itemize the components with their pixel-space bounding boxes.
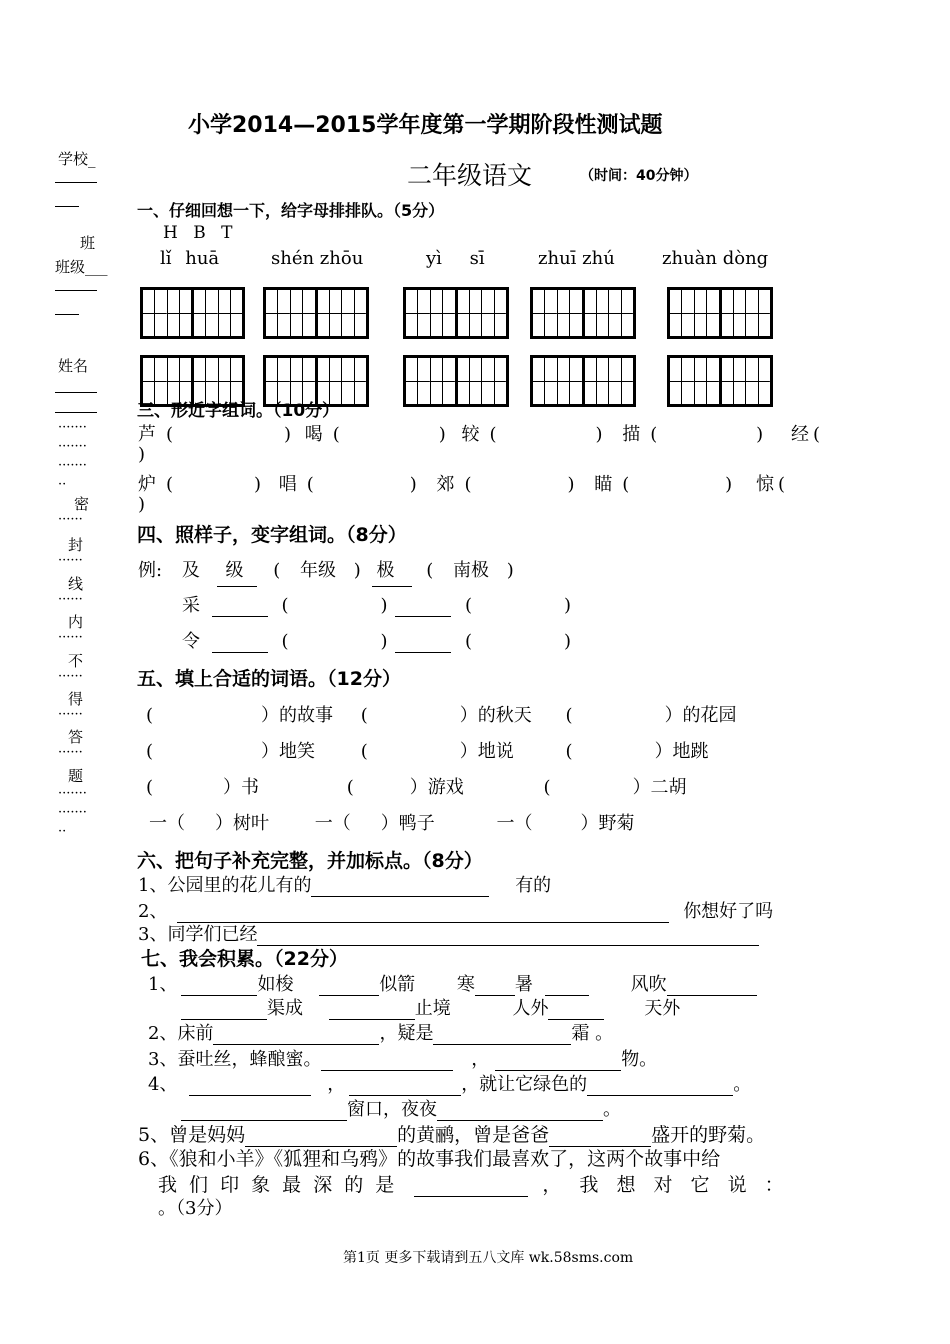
section3-heading: 三、形近字组词。（10分）	[137, 401, 340, 421]
fill-phrase: ）树叶	[215, 813, 269, 834]
char: 唱	[278, 474, 297, 495]
section3-row2	[138, 470, 785, 496]
school-line	[55, 182, 97, 183]
example-char: 极	[376, 560, 395, 581]
char-grid[interactable]	[667, 287, 773, 339]
fill-phrase: ）的故事	[261, 705, 334, 726]
answer-blank[interactable]	[189, 1077, 311, 1096]
subtitle: 二年级语文	[407, 161, 533, 190]
fill-phrase: ）地跳	[654, 741, 709, 762]
section1-letters: H B T	[163, 223, 233, 243]
name-label: 姓名	[58, 357, 89, 375]
char: 经	[790, 424, 809, 445]
char: 喝	[304, 424, 323, 445]
answer-blank[interactable]	[349, 1077, 461, 1096]
seal-7: 答	[68, 728, 84, 746]
paren: ( )	[489, 424, 603, 445]
q3-row: 3、蚕吐丝，蜂酿蜜。 ， 物。	[148, 1049, 658, 1070]
transform-row: 令 ( ) ( )	[182, 631, 572, 652]
sentence-1: 1、公园里的花儿有的 有的	[138, 875, 552, 896]
fill-phrase: ）二胡	[632, 777, 687, 798]
fill-phrase: ）的花园	[664, 705, 737, 726]
answer-blank[interactable]	[212, 598, 268, 617]
example-word: 年级	[300, 560, 337, 581]
char-grid[interactable]	[530, 287, 636, 339]
char-grid[interactable]	[530, 355, 636, 407]
q5-row: 5、曾是妈妈 的黄鹂，曾是爸爸 盛开的野菊。	[138, 1124, 766, 1146]
char: 瞄	[594, 474, 613, 495]
char-grid[interactable]	[263, 287, 369, 339]
dots: ······· ······· ······· ··	[58, 420, 87, 492]
seal-3: 线	[68, 575, 84, 593]
fill-phrase: ）游戏	[409, 777, 464, 798]
fill-row: ( ）地笑 ( ）地说 ( ）地跳	[146, 741, 709, 762]
paren-close: )	[138, 444, 146, 465]
dots: ······	[58, 592, 83, 607]
dots: ······	[58, 630, 83, 645]
char: 郊	[436, 474, 455, 495]
school-label: 学校_	[58, 150, 96, 168]
fill-phrase: ）野菊	[580, 813, 635, 834]
seal-8: 题	[68, 767, 84, 785]
paren: (	[777, 474, 785, 495]
dots: ······	[58, 512, 83, 527]
example-char: 及	[181, 560, 200, 581]
char-grid[interactable]	[403, 355, 509, 407]
answer-blank[interactable]	[212, 634, 268, 653]
pinyin-3: yì sī	[426, 248, 485, 269]
idiom-row: 渠成 止境 人外 天外	[181, 994, 680, 1020]
idiom-row: 1、 如梭 似箭 寒 暑 风吹	[148, 970, 757, 996]
q6-line1: 6、《狼和小羊》《狐狸和乌鸦》的故事我们最喜欢了，这两个故事中给	[138, 1148, 721, 1170]
example-row: 例: 及 级 ( 年级 ) 极 ( 南极 )	[138, 560, 514, 581]
fill-row	[149, 809, 634, 835]
q6-line2: 我 们 印 象 最 深 的 是 ， 我 想 对 它 说 ：	[158, 1174, 784, 1196]
seal-6: 得	[68, 690, 84, 708]
answer-blank[interactable]	[329, 1001, 415, 1020]
section7-heading: 七、我会积累。（22分）	[141, 948, 348, 970]
school-line-2	[55, 206, 79, 207]
seal-2: 封	[68, 536, 84, 554]
class-line-2	[55, 314, 79, 315]
pinyin-2: shén zhōu	[271, 248, 364, 269]
paren: ( )	[306, 474, 417, 495]
pinyin-5: zhuàn dòng	[662, 248, 769, 269]
class-label: 班级___	[55, 258, 108, 276]
poem-row: 2、床前 ，疑是 霜 。	[148, 1023, 614, 1044]
answer-blank[interactable]	[433, 1026, 571, 1045]
answer-blank[interactable]	[395, 598, 451, 617]
dots: ······	[58, 745, 83, 760]
example-char: 级	[225, 560, 244, 581]
answer-blank[interactable]	[437, 1102, 603, 1121]
seal-5: 不	[68, 652, 84, 670]
row-char: 令	[182, 631, 200, 652]
section3-row1	[138, 420, 820, 446]
answer-blank[interactable]	[495, 1052, 621, 1071]
dots: ······	[58, 707, 83, 722]
pinyin-4: zhuī zhú	[538, 248, 615, 269]
pinyin-1: lǐ huā	[160, 248, 220, 269]
answer-blank[interactable]	[311, 878, 489, 897]
fill-phrase: ）书	[223, 777, 260, 798]
char: 炉	[138, 474, 156, 495]
fill-phrase: 一（	[496, 813, 533, 834]
dots: ······· ······· ··	[58, 786, 87, 839]
fill-row: ( ）的故事 ( ）的秋天 ( ）的花园	[146, 705, 737, 726]
section1-heading: 一、仔细回想一下，给字母排排队。（5分）	[137, 201, 445, 220]
page-footer: 第1页 更多下载请到五八文库 wk.58sms.com	[343, 1250, 634, 1266]
row-char: 采	[182, 595, 200, 616]
fill-phrase: 一（	[314, 813, 351, 834]
seal-1: 密	[74, 495, 90, 513]
example-label: 例:	[138, 560, 163, 581]
paren: ( )	[332, 424, 446, 445]
q4-row: 4、 ， ，就让它绿色的 。	[148, 1074, 752, 1095]
class-line	[55, 290, 97, 291]
paren: (	[812, 424, 820, 445]
answer-blank[interactable]	[181, 1102, 347, 1121]
q4-row-2: 窗口，夜夜 。	[181, 1095, 621, 1121]
q6-line3: 。（3分）	[158, 1198, 233, 1219]
fill-phrase: ）的秋天	[459, 705, 532, 726]
fill-phrase: 一（	[149, 813, 185, 834]
example-line	[217, 586, 257, 587]
dots: ······	[58, 669, 83, 684]
sentence-3: 3、同学们已经	[138, 920, 759, 946]
page-title: 小学2014—2015学年度第一学期阶段性测试题	[188, 113, 663, 138]
dots: ······	[58, 553, 83, 568]
paren: ( )	[166, 474, 261, 495]
fill-phrase: ）地说	[459, 741, 514, 762]
char: 芦	[138, 424, 156, 445]
name-line-2	[55, 412, 97, 413]
char: 描	[622, 424, 641, 445]
transform-row: 采 ( ) ( )	[182, 595, 572, 616]
paren-close: )	[138, 494, 146, 515]
example-word: 南极	[453, 560, 490, 581]
seal-4: 内	[68, 613, 84, 631]
char: 较	[461, 424, 480, 445]
fill-phrase: ）地笑	[261, 741, 316, 762]
char-grid[interactable]	[403, 287, 509, 339]
fill-row: ( ）书 ( ）游戏 ( ）二胡	[146, 777, 687, 798]
answer-blank[interactable]	[414, 1178, 528, 1197]
sentence-2: 2、 你想好了吗	[138, 901, 774, 922]
paren: ( )	[166, 424, 291, 445]
answer-blank[interactable]	[321, 1052, 453, 1071]
section6-heading: 六、把句子补充完整，并加标点。（8分）	[137, 850, 483, 872]
answer-blank[interactable]	[548, 1001, 604, 1020]
paren: ( )	[622, 474, 733, 495]
answer-blank[interactable]	[213, 1026, 379, 1045]
char: 惊	[755, 474, 774, 495]
char-grid[interactable]	[140, 287, 245, 339]
paren: ( )	[464, 474, 575, 495]
name-line	[55, 392, 97, 393]
section4-heading: 四、照样子，变字组词。（8分）	[137, 524, 407, 546]
answer-blank[interactable]	[181, 1001, 267, 1020]
example-line	[372, 586, 412, 587]
answer-blank[interactable]	[395, 634, 451, 653]
class-label-part1: 班	[80, 234, 96, 252]
section5-heading: 五、填上合适的词语。（12分）	[137, 668, 401, 690]
paren: ( )	[650, 424, 764, 445]
fill-phrase: ）鸭子	[380, 813, 435, 834]
char-grid[interactable]	[667, 355, 773, 407]
answer-blank[interactable]	[587, 1077, 733, 1096]
time-note: （时间：40分钟）	[580, 168, 698, 184]
